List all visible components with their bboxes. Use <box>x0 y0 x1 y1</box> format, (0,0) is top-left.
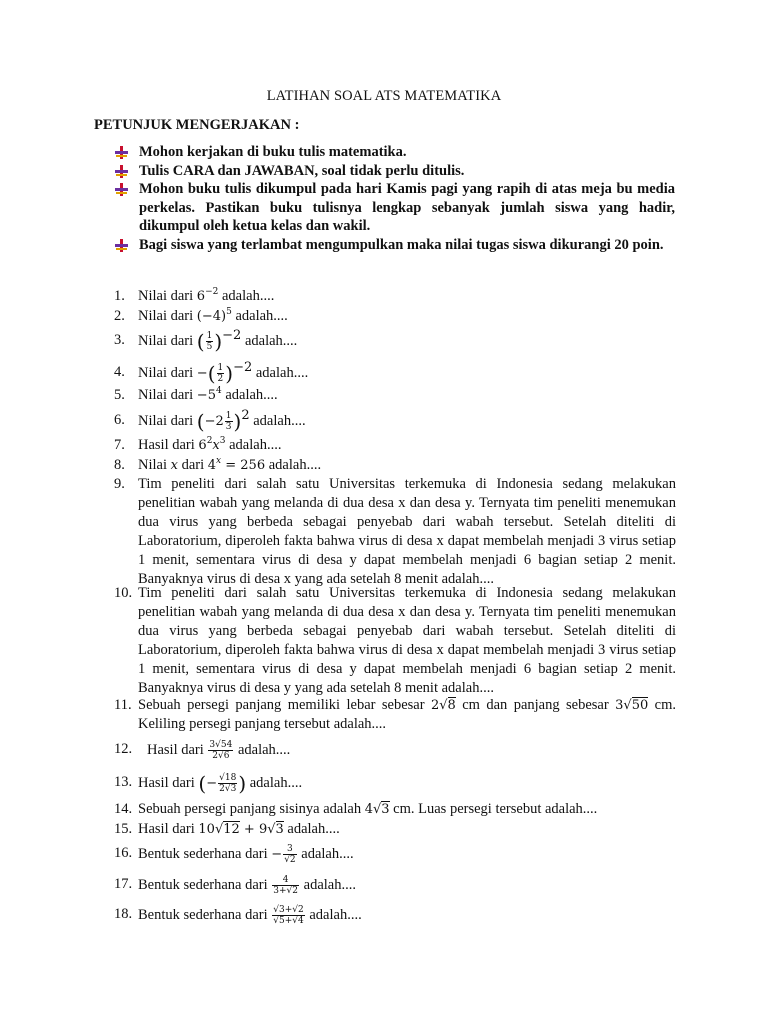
question-7: 7. Hasil dari $6^2x^3$ adalah.... <box>114 436 282 453</box>
pin-marker-icon <box>115 239 128 252</box>
question-10: 10. Tim peneliti dari salah satu Universitas terkemuka di Indonesia sedang melakukan penelitian wabah yang melanda di dua desa x dan desa y. Ternyata tim peneliti menemukan dua virus yang berbeda sebagai penyebab dari wabah tersebut. Setelah diteliti di Laboratorium, diperoleh fakta bahwa virus di desa x dapat membelah menjadi 3 virus setiap 1 menit, sementara virus di desa y dapat membelah menjadi 6 bagian setiap 2 menit. Banyaknya virus di desa y yang ada setelah 8 menit adalah.... <box>114 585 676 696</box>
question-6: 6. Nilai dari (−2 $\frac{1}{3}$ )$^2$ adalah.... <box>114 407 306 434</box>
instruction-item: Mohon buku tulis dikumpul pada hari Kamis pagi yang rapih di atas meja bu media perkelas. Pastikan buku tulisnya lengkap sebanyak jumlah siswa yang hadir, dikumpul oleh ketua kelas dan wakil. <box>114 180 675 236</box>
instruction-item: Bagi siswa yang terlambat mengumpulkan maka nilai tugas siswa dikurangi 20 poin. <box>114 236 675 255</box>
question-15: 15. Hasil dari 10√12 + 9√3 adalah.... <box>114 821 340 837</box>
question-5: 5. Nilai dari $-5^4$ adalah.... <box>114 386 278 403</box>
question-14: 14. Sebuah persegi panjang sisinya adalah 4√3 cm. Luas persegi tersebut adalah.... <box>114 801 598 817</box>
question-8: 8. Nilai x dari $4^x = 256$ adalah.... <box>114 456 322 473</box>
question-1: 1. Nilai dari $6^{-2}$ adalah.... <box>114 287 275 304</box>
question-4: 4. Nilai dari −( $\frac{1}{2}$ )$^{-2}$ adalah.... <box>114 359 309 386</box>
instruction-item: Mohon kerjakan di buku tulis matematika. <box>114 143 675 162</box>
question-3: 3. Nilai dari ( $\frac{1}{5}$ )$^{-2}$ adalah.... <box>114 327 298 354</box>
question-2: 2. Nilai dari $(-4)^5$ adalah.... <box>114 307 288 324</box>
page-title: LATIHAN SOAL ATS MATEMATIKA <box>266 88 502 104</box>
instructions-heading: PETUNJUK MENGERJAKAN : <box>94 117 300 133</box>
question-13: 13. Hasil dari (− $\frac{√18}{2√3}$ ) adalah.... <box>114 771 303 796</box>
instruction-item: Tulis CARA dan JAWABAN, soal tidak perlu ditulis. <box>114 162 675 181</box>
question-17: 17. Bentuk sederhana dari $\frac{4}{3+√2}$ adalah.... <box>114 875 356 896</box>
question-12: 12. Hasil dari $\frac{3√54}{2√6}$ adalah.... <box>114 740 291 761</box>
question-11: 11. Sebuah persegi panjang memiliki lebar sebesar 2√8 cm dan panjang sebesar 3√50 cm. Keliling persegi panjang tersebut adalah.... <box>114 697 676 732</box>
question-16: 16. Bentuk sederhana dari − $\frac{3}{√2}$ adalah.... <box>114 844 354 865</box>
instructions-list <box>114 143 675 254</box>
pin-marker-icon <box>115 183 128 196</box>
question-9: 9. Tim peneliti dari salah satu Universitas terkemuka di Indonesia sedang melakukan penelitian wabah yang melanda di dua desa x dan desa y. Ternyata tim peneliti menemukan dua virus yang berbeda sebagai penyebab dari wabah tersebut. Setelah diteliti di Laboratorium, diperoleh fakta bahwa virus di desa x dapat membelah menjadi 3 virus setiap 1 menit, sementara virus di desa y dapat membelah menjadi 6 bagian setiap 2 menit. Banyaknya virus di desa x yang ada setelah 8 menit adalah.... <box>114 476 676 587</box>
pin-marker-icon <box>115 146 128 159</box>
pin-marker-icon <box>115 165 128 178</box>
question-18: 18. Bentuk sederhana dari $\frac{√3+√2}{√5+√4}$ adalah.... <box>114 905 362 926</box>
